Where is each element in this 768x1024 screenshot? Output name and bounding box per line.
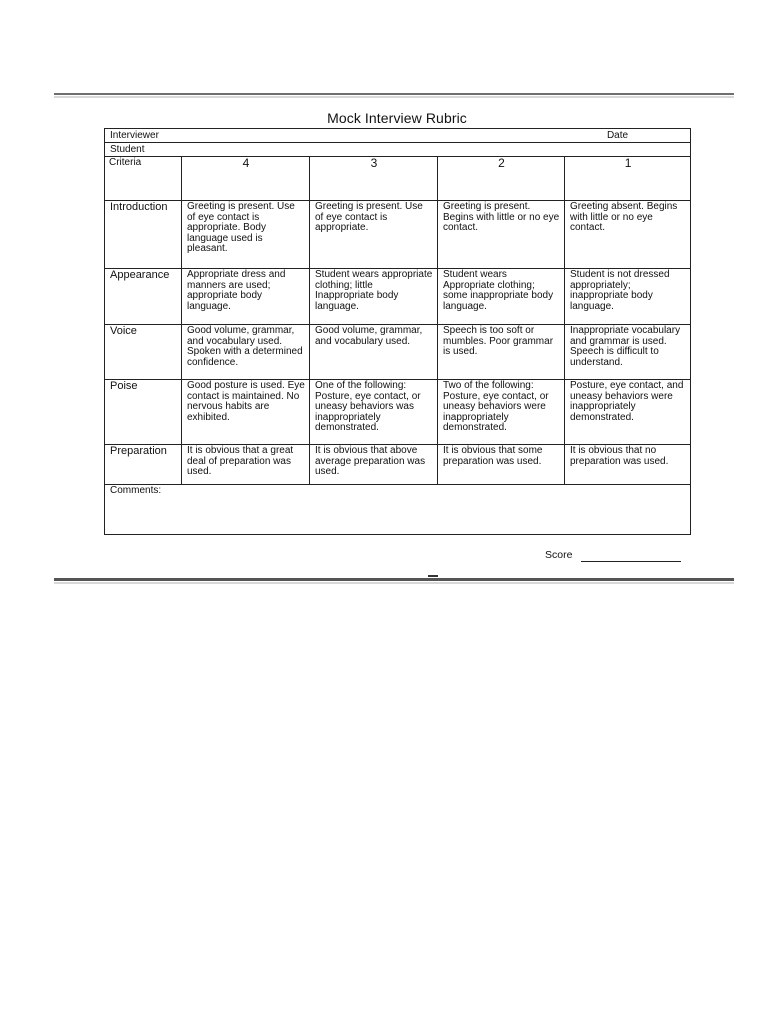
rubric-cell: Good volume, grammar, and vocabulary used. Spoken with a determined confidence. bbox=[182, 325, 310, 380]
score-level-1-header: 1 bbox=[565, 157, 691, 201]
criterion-label: Preparation bbox=[105, 445, 182, 485]
rubric-row-preparation bbox=[105, 445, 691, 485]
comments-row bbox=[105, 485, 691, 535]
rubric-cell: Student wears Appropriate clothing; some inappropriate body language. bbox=[438, 269, 565, 325]
rubric-cell: Speech is too soft or mumbles. Poor grammar is used. bbox=[438, 325, 565, 380]
criterion-label: Poise bbox=[105, 380, 182, 445]
rubric-cell: Two of the following: Posture, eye contact, or uneasy behaviors were inappropriately demonstrated. bbox=[438, 380, 565, 445]
score-label: Score bbox=[545, 549, 573, 561]
bottom-divider bbox=[54, 578, 734, 581]
rubric-cell: Greeting absent. Begins with little or no eye contact. bbox=[565, 201, 691, 269]
interviewer-cell[interactable] bbox=[105, 129, 691, 143]
interviewer-row bbox=[105, 129, 691, 143]
rubric-cell: Appropriate dress and manners are used; appropriate body language. bbox=[182, 269, 310, 325]
comments-label: Comments: bbox=[110, 485, 162, 496]
score-level-3-header: 3 bbox=[310, 157, 438, 201]
student-row bbox=[105, 143, 691, 157]
rubric-cell: It is obvious that a great deal of preparation was used. bbox=[182, 445, 310, 485]
criteria-header: Criteria bbox=[105, 157, 182, 201]
header-row bbox=[105, 157, 691, 201]
rubric-cell: Good volume, grammar, and vocabulary used. bbox=[310, 325, 438, 380]
score-blank-line[interactable] bbox=[581, 561, 681, 562]
interviewer-label: Interviewer bbox=[110, 130, 159, 141]
rubric-table bbox=[104, 128, 691, 535]
criterion-label: Appearance bbox=[105, 269, 182, 325]
rubric-cell: Inappropriate vocabulary and grammar is used. Speech is difficult to understand. bbox=[565, 325, 691, 380]
comments-cell[interactable] bbox=[105, 485, 691, 535]
top-divider-shadow bbox=[54, 96, 734, 98]
rubric-cell: Posture, eye contact, and uneasy behaviors were inappropriately demonstrated. bbox=[565, 380, 691, 445]
rubric-cell: Greeting is present. Use of eye contact is appropriate. bbox=[310, 201, 438, 269]
score-level-4-header: 4 bbox=[182, 157, 310, 201]
rubric-row-voice bbox=[105, 325, 691, 380]
rubric-cell: It is obvious that no preparation was used. bbox=[565, 445, 691, 485]
rubric-title: Mock Interview Rubric bbox=[327, 110, 467, 126]
criterion-label: Voice bbox=[105, 325, 182, 380]
page-tick-mark bbox=[428, 575, 438, 577]
student-label: Student bbox=[110, 144, 145, 155]
score-level-2-header: 2 bbox=[438, 157, 565, 201]
rubric-cell: Good posture is used. Eye contact is maintained. No nervous habits are exhibited. bbox=[182, 380, 310, 445]
rubric-cell: It is obvious that some preparation was used. bbox=[438, 445, 565, 485]
rubric-row-introduction bbox=[105, 201, 691, 269]
bottom-divider-shadow bbox=[54, 582, 734, 584]
rubric-cell: Student wears appropriate clothing; little Inappropriate body language. bbox=[310, 269, 438, 325]
top-divider bbox=[54, 93, 734, 95]
date-label: Date bbox=[606, 130, 629, 141]
rubric-cell: Greeting is present. Use of eye contact is appropriate. Body language used is pleasant. bbox=[182, 201, 310, 269]
rubric-cell: Greeting is present. Begins with little or no eye contact. bbox=[438, 201, 565, 269]
rubric-cell: It is obvious that above average preparation was used. bbox=[310, 445, 438, 485]
rubric-cell: One of the following: Posture, eye contact, or uneasy behaviors was inappropriately demonstrated. bbox=[310, 380, 438, 445]
rubric-cell: Student is not dressed appropriately; inappropriate body language. bbox=[565, 269, 691, 325]
rubric-row-poise bbox=[105, 380, 691, 445]
rubric-row-appearance bbox=[105, 269, 691, 325]
student-cell[interactable] bbox=[105, 143, 691, 157]
criterion-label: Introduction bbox=[105, 201, 182, 269]
